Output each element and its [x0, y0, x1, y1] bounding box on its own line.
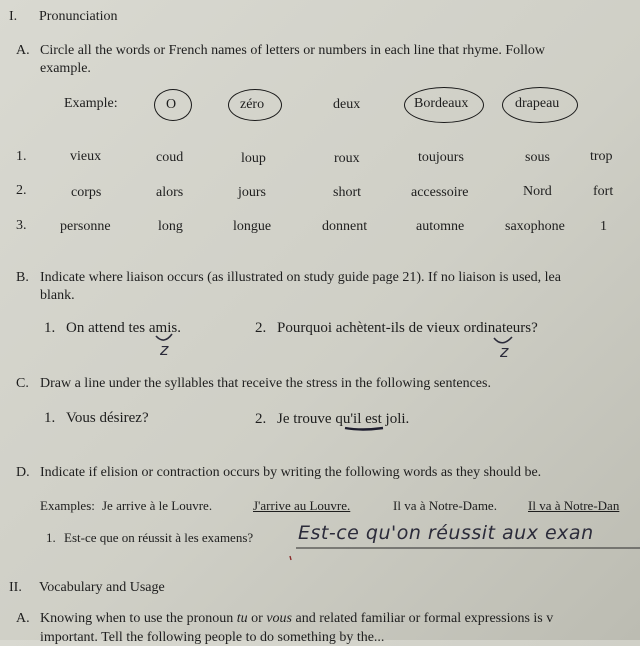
example-word: zéro [240, 97, 265, 112]
part-a-letter: A. [16, 611, 30, 626]
row-word: coud [156, 150, 184, 165]
row-word: saxophone [505, 219, 565, 234]
example-answer: Il va à Notre-Dan [528, 498, 620, 513]
part-d-letter: D. [16, 465, 30, 480]
row-word: trop [590, 149, 613, 164]
stress-underline [345, 428, 383, 430]
row-word: alors [156, 185, 184, 200]
row-word: personne [60, 219, 111, 234]
row-word: jours [238, 185, 266, 200]
item-number: 1. [44, 410, 56, 426]
part-b-letter: B. [16, 270, 29, 285]
row-number: 3. [16, 218, 27, 233]
row-number: 2. [16, 183, 27, 198]
liaison-arc [156, 334, 172, 340]
liaison-sentence-1: On attend tes amis. [66, 320, 181, 336]
section-number: II. [9, 580, 22, 595]
part-c-instruction: Draw a line under the syllables that receive the stress in the following sentences. [40, 376, 491, 391]
item-number: 1. [44, 320, 56, 336]
part-a-instruction: Circle all the words or French names of letters or numbers in each line that rhyme. Follow [40, 43, 546, 58]
liaison-sentence-2: Pourquoi achètent-ils de vieux ordinateurs? [277, 320, 538, 336]
section-number: I. [9, 9, 18, 24]
section-title: Vocabulary and Usage [39, 580, 165, 595]
handwritten-answer: Est-ce qu'on réussit aux exan [298, 522, 594, 544]
example-word: drapeau [515, 96, 560, 111]
example-word: Bordeaux [414, 96, 469, 111]
part-b-instruction: Indicate where liaison occurs (as illustrated on study guide page 21). If no liaison is used, lea [40, 270, 561, 285]
elision-item-1: Est-ce que on réussit à les examens? [64, 530, 254, 545]
row-word: vieux [70, 149, 102, 164]
stress-sentence-1: Vous désirez? [66, 410, 149, 426]
row-word: toujours [418, 150, 464, 165]
example-word: O [166, 97, 177, 112]
part-a-instruction-cont: example. [40, 61, 91, 76]
row-word: automne [416, 219, 465, 234]
item-number: 2. [255, 320, 267, 336]
row-word: long [158, 219, 183, 234]
row-word: donnent [322, 219, 368, 234]
row-word: roux [334, 151, 360, 166]
part-c-letter: C. [16, 376, 29, 391]
liaison-mark: z [160, 340, 169, 359]
row-word: sous [525, 150, 550, 165]
stress-sentence-2: Je trouve qu'il est joli. [277, 411, 410, 427]
row-number: 1. [16, 149, 27, 164]
row-word: 1 [600, 219, 607, 234]
row-word: longue [233, 219, 272, 234]
example-label: Example: [64, 96, 118, 111]
item-number: 1. [46, 530, 56, 545]
row-word: Nord [523, 184, 552, 199]
underlined-syllable: qu'il [335, 411, 362, 427]
row-word: short [333, 185, 361, 200]
row-word: corps [71, 185, 102, 200]
row-word: accessoire [411, 185, 469, 200]
example-source: Je arrive à le Louvre. [102, 498, 213, 513]
row-word: loup [241, 151, 266, 166]
example-answer: J'arrive au Louvre. [253, 498, 351, 513]
row-word: fort [593, 184, 614, 199]
part-b-instruction-cont: blank. [40, 288, 75, 303]
section2-instruction-cut: important. Tell the following people to do something by the... [40, 630, 385, 645]
pen-dot [290, 556, 291, 560]
part-d-instruction: Indicate if elision or contraction occurs by writing the following words as they should be. [40, 465, 542, 480]
section2-instruction: Knowing when to use the pronoun tu or vous and related familiar or formal expressions is v [40, 611, 554, 626]
example-word: deux [333, 97, 361, 112]
example-source: Il va à Notre-Dame. [393, 498, 497, 513]
part-a-letter: A. [16, 43, 30, 58]
examples-label: Examples: [40, 498, 95, 513]
liaison-arc [494, 337, 512, 343]
liaison-mark: z [500, 342, 509, 361]
item-number: 2. [255, 411, 267, 427]
section-title: Pronunciation [39, 9, 118, 24]
